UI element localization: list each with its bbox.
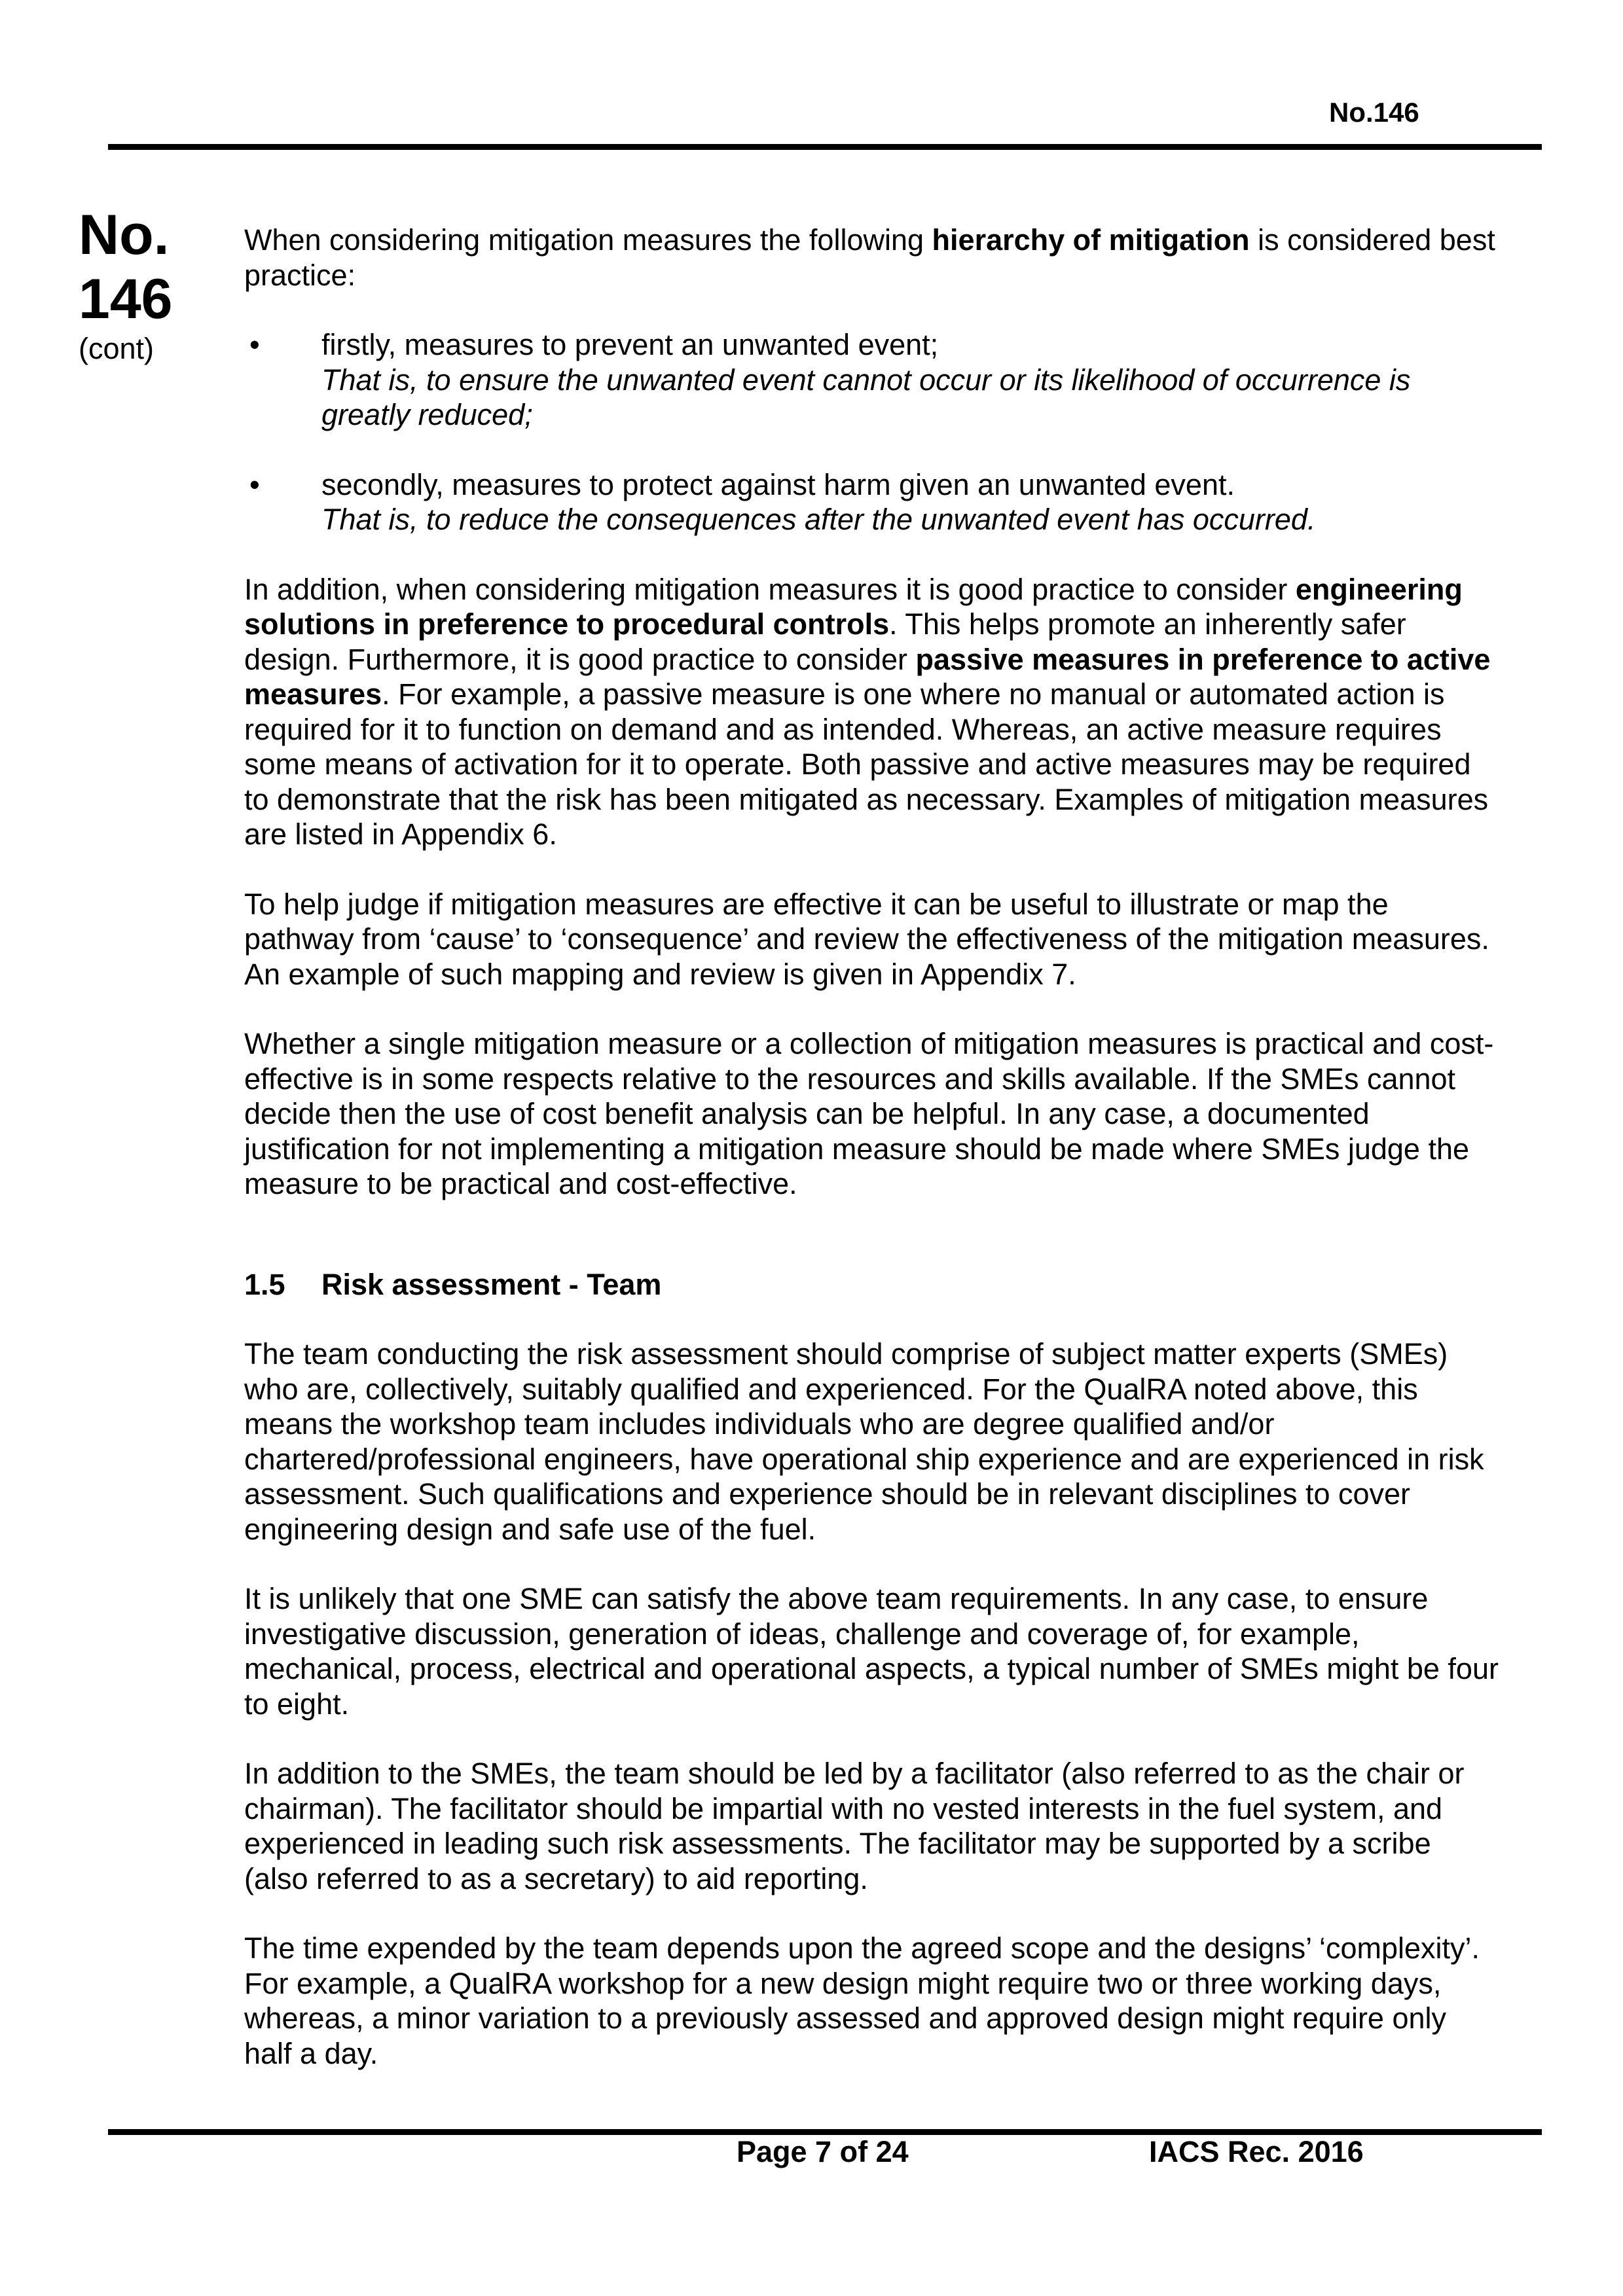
- list-item: • secondly, measures to protect against harm given an unwanted event. That is, to reduce the consequences after the unwanted event has occurred.: [244, 467, 1501, 537]
- header-doc-number: No.146: [1329, 97, 1419, 128]
- facilitator-paragraph: In addition to the SMEs, the team should be led by a facilitator (also referred to as the chair or chairman). The facilitator should be impartial with no vested interests in the fuel system, and experienced in leading such risk assessments. The facilitator may be supported by a scribe (also referred to as a secretary) to aid reporting.: [244, 1757, 1465, 1895]
- sidebar-number: [79, 203, 173, 331]
- team-paragraph: The team conducting the risk assessment should comprise of subject matter experts (SMEs) who are, collectively, suitably qualified and experienced. For the QualRA noted above, this means the workshop team includes individuals who are degree qualified and/or chartered/professional engineers, have operational ship experience and are experienced in risk assessment. Such qualifications and experience should be in relevant disciplines to cover engineering design and safe use of the fuel.: [244, 1337, 1484, 1546]
- whether-paragraph: Whether a single mitigation measure or a collection of mitigation measures is practical and cost-effective is in some respects relative to the resources and skills available. If the SMEs cannot decide then the use of cost benefit analysis can be helpful. In any case, a documented justification for not implementing a mitigation measure should be made where SMEs judge the measure to be practical and cost-effective.: [244, 1027, 1494, 1200]
- bullet-icon: •: [249, 328, 260, 361]
- footer-rule: [108, 2129, 1542, 2135]
- sidebar-number-value: 146: [79, 268, 173, 331]
- unlikely-paragraph: It is unlikely that one SME can satisfy the above team requirements. In any case, to ensure investigative discussion, generation of ideas, challenge and coverage of, for example, mechanical, process, electrical and operational aspects, a typical number of SMEs might be four to eight.: [244, 1582, 1499, 1721]
- header-rule: [108, 144, 1542, 150]
- bullet-icon: •: [249, 467, 260, 501]
- sidebar-no-label: No.: [79, 204, 170, 266]
- sidebar-cont: (cont): [79, 332, 155, 365]
- document-body: [244, 223, 1501, 2106]
- addition-paragraph: In addition, when considering mitigation measures it is good practice to consider engineering solutions in preference to procedural controls. This helps promote an inherently safer design. Furthermore, it is good practice to consider passive measures in preference to active measures. For example, a passive measure is one where no manual or automated action is required for it to function on demand and as intended. Whereas, an active measure requires some means of activation for it to operate. Both passive and active measures may be required to demonstrate that the risk has been mitigated as necessary. Examples of mitigation measures are listed in Appendix 6.: [244, 572, 1491, 851]
- judge-paragraph: To help judge if mitigation measures are effective it can be useful to illustrate or map the pathway from ‘cause’ to ‘consequence’ and review the effectiveness of the mitigation measures. An example of such mapping and review is given in Appendix 7.: [244, 887, 1489, 991]
- list-item: • firstly, measures to prevent an unwanted event; That is, to ensure the unwanted event cannot occur or its likelihood of occurrence is greatly reduced;: [244, 327, 1501, 433]
- time-paragraph: The time expended by the team depends upon the agreed scope and the designs’ ‘complexity’. For example, a QualRA workshop for a new design might require two or three working days, whereas, a minor variation to a previously assessed and approved design might require only half a day.: [244, 1931, 1480, 2070]
- intro-paragraph: When considering mitigation measures the following hierarchy of mitigation is considered best practice:: [244, 223, 1495, 292]
- footer-page-number: Page 7 of 24: [737, 2135, 909, 2168]
- footer-rec: IACS Rec. 2016: [1149, 2135, 1364, 2168]
- section-heading: 1.5 Risk assessment - Team: [244, 1267, 662, 1301]
